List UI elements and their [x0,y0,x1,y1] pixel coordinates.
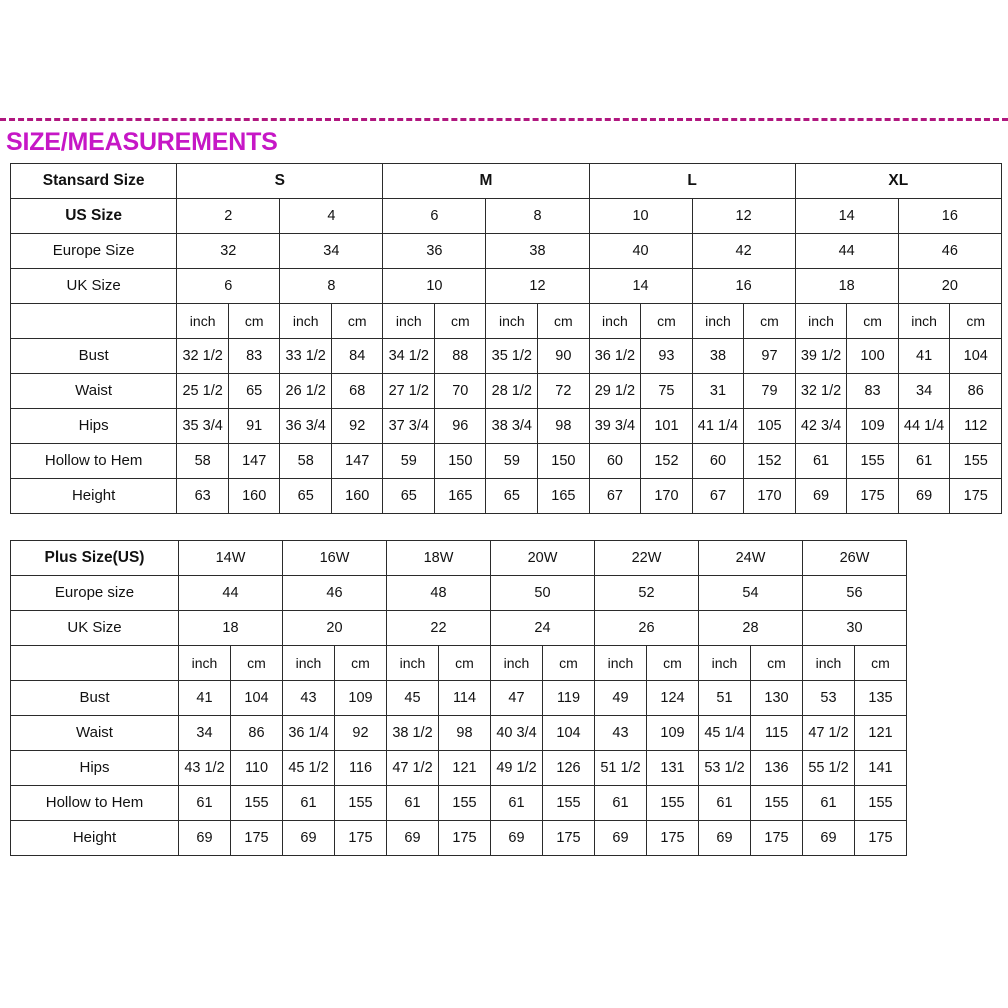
size-cell: 20 [898,268,1001,303]
row-header-cell: Waist [11,715,179,750]
group-header-cell: XL [795,163,1001,198]
size-cell: 10 [383,268,486,303]
measurement-cell: 175 [231,820,283,855]
measurement-cell: 43 [283,680,335,715]
measurement-cell: 61 [179,785,231,820]
measurement-cell: 75 [641,373,692,408]
table-row [11,443,1002,478]
measurement-cell: 61 [491,785,543,820]
measurement-cell: 68 [332,373,383,408]
measurement-cell: 45 1/4 [699,715,751,750]
unit-cell: inch [179,645,231,680]
measurement-cell: 84 [332,338,383,373]
measurement-cell: 36 3/4 [280,408,332,443]
measurement-cell: 105 [744,408,795,443]
table-spacer [0,514,1008,540]
row-header-cell: UK Size [11,268,177,303]
size-cell: 14 [589,268,692,303]
measurement-cell: 27 1/2 [383,373,435,408]
measurement-cell: 124 [647,680,699,715]
measurement-cell: 36 1/4 [283,715,335,750]
measurement-cell: 155 [950,443,1002,478]
row-header-cell [11,645,179,680]
measurement-cell: 39 3/4 [589,408,641,443]
measurement-cell: 121 [855,715,907,750]
measurement-cell: 65 [229,373,280,408]
unit-cell: inch [177,303,229,338]
size-cell: 18 [795,268,898,303]
measurement-cell: 65 [280,478,332,513]
page-title: SIZE/MEASUREMENTS [6,128,278,156]
measurement-cell: 147 [332,443,383,478]
row-header-cell: Plus Size(US) [11,540,179,575]
table-row [11,373,1002,408]
measurement-cell: 109 [335,680,387,715]
measurement-cell: 59 [383,443,435,478]
measurement-cell: 175 [751,820,803,855]
size-cell: 48 [387,575,491,610]
measurement-cell: 41 1/4 [692,408,744,443]
size-cell: 44 [795,233,898,268]
measurement-cell: 175 [335,820,387,855]
measurement-cell: 43 1/2 [179,750,231,785]
unit-cell: inch [795,303,847,338]
measurement-cell: 175 [543,820,595,855]
measurement-cell: 88 [435,338,486,373]
size-cell: 28 [699,610,803,645]
row-header-cell: Bust [11,338,177,373]
plus-size-cell: 24W [699,540,803,575]
row-header-cell: Stansard Size [11,163,177,198]
measurement-cell: 34 1/2 [383,338,435,373]
measurement-cell: 61 [283,785,335,820]
measurement-cell: 135 [855,680,907,715]
measurement-cell: 109 [847,408,898,443]
measurement-cell: 150 [538,443,589,478]
group-header-cell: S [177,163,383,198]
row-header-cell: Bust [11,680,179,715]
measurement-cell: 36 1/2 [589,338,641,373]
measurement-cell: 100 [847,338,898,373]
unit-cell: cm [335,645,387,680]
measurement-cell: 42 3/4 [795,408,847,443]
measurement-cell: 53 [803,680,855,715]
plus-table-wrapper [0,540,1008,856]
row-header-cell: Height [11,820,179,855]
standard-table-body [11,163,1002,513]
measurement-cell: 104 [543,715,595,750]
measurement-cell: 83 [847,373,898,408]
measurement-cell: 61 [795,443,847,478]
measurement-cell: 69 [283,820,335,855]
unit-cell: cm [855,645,907,680]
unit-cell: inch [589,303,641,338]
measurement-cell: 98 [538,408,589,443]
size-cell: 50 [491,575,595,610]
size-cell: 38 [486,233,589,268]
measurement-cell: 155 [751,785,803,820]
size-cell: 6 [383,198,486,233]
unit-cell: inch [692,303,744,338]
size-cell: 26 [595,610,699,645]
measurement-cell: 175 [950,478,1002,513]
measurement-cell: 60 [692,443,744,478]
size-cell: 52 [595,575,699,610]
measurement-cell: 40 3/4 [491,715,543,750]
measurement-cell: 31 [692,373,744,408]
table-row [11,233,1002,268]
measurement-cell: 47 1/2 [803,715,855,750]
measurement-cell: 136 [751,750,803,785]
measurement-cell: 25 1/2 [177,373,229,408]
measurement-cell: 63 [177,478,229,513]
measurement-cell: 101 [641,408,692,443]
unit-cell: cm [950,303,1002,338]
measurement-cell: 29 1/2 [589,373,641,408]
measurement-cell: 45 [387,680,439,715]
size-cell: 4 [280,198,383,233]
measurement-cell: 141 [855,750,907,785]
size-cell: 6 [177,268,280,303]
measurement-cell: 130 [751,680,803,715]
row-header-cell: Hips [11,750,179,785]
measurement-cell: 41 [898,338,950,373]
measurement-cell: 45 1/2 [283,750,335,785]
measurement-cell: 160 [332,478,383,513]
measurement-cell: 65 [486,478,538,513]
unit-cell: inch [803,645,855,680]
table-row [11,750,907,785]
measurement-cell: 60 [589,443,641,478]
size-cell: 36 [383,233,486,268]
measurement-cell: 83 [229,338,280,373]
row-header-cell: Europe Size [11,233,177,268]
plus-size-table [10,540,907,856]
measurement-cell: 34 [898,373,950,408]
table-row [11,575,907,610]
size-cell: 18 [179,610,283,645]
measurement-cell: 65 [383,478,435,513]
standard-table-wrapper [0,163,1008,514]
measurement-cell: 53 1/2 [699,750,751,785]
measurement-cell: 69 [387,820,439,855]
unit-cell: inch [595,645,647,680]
measurement-cell: 152 [744,443,795,478]
measurement-cell: 67 [589,478,641,513]
measurement-cell: 67 [692,478,744,513]
measurement-cell: 86 [950,373,1002,408]
measurement-cell: 92 [335,715,387,750]
row-header-cell [11,303,177,338]
table-row [11,163,1002,198]
measurement-cell: 47 [491,680,543,715]
measurement-cell: 34 [179,715,231,750]
size-cell: 16 [692,268,795,303]
measurement-cell: 43 [595,715,647,750]
row-header-cell: US Size [11,198,177,233]
measurement-cell: 104 [231,680,283,715]
measurement-cell: 61 [387,785,439,820]
measurement-cell: 61 [595,785,647,820]
measurement-cell: 116 [335,750,387,785]
plus-size-cell: 22W [595,540,699,575]
measurement-cell: 155 [847,443,898,478]
measurement-cell: 41 [179,680,231,715]
measurement-cell: 150 [435,443,486,478]
unit-cell: cm [439,645,491,680]
unit-cell: inch [486,303,538,338]
size-cell: 12 [692,198,795,233]
measurement-cell: 175 [647,820,699,855]
table-row [11,820,907,855]
size-cell: 24 [491,610,595,645]
measurement-cell: 37 3/4 [383,408,435,443]
table-row [11,478,1002,513]
measurement-cell: 115 [751,715,803,750]
plus-size-cell: 20W [491,540,595,575]
measurement-cell: 70 [435,373,486,408]
size-cell: 46 [898,233,1001,268]
measurement-cell: 69 [795,478,847,513]
measurement-cell: 175 [847,478,898,513]
measurement-cell: 91 [229,408,280,443]
table-row [11,645,907,680]
measurement-cell: 155 [855,785,907,820]
measurement-cell: 49 1/2 [491,750,543,785]
table-row [11,785,907,820]
size-cell: 12 [486,268,589,303]
measurement-cell: 155 [439,785,491,820]
unit-cell: inch [491,645,543,680]
row-header-cell: Europe size [11,575,179,610]
measurement-cell: 49 [595,680,647,715]
measurement-cell: 98 [439,715,491,750]
unit-cell: inch [280,303,332,338]
row-header-cell: Hips [11,408,177,443]
measurement-cell: 155 [647,785,699,820]
measurement-cell: 90 [538,338,589,373]
standard-size-table [10,163,1002,514]
measurement-cell: 69 [595,820,647,855]
table-row [11,680,907,715]
measurement-cell: 121 [439,750,491,785]
unit-cell: cm [231,645,283,680]
table-row [11,715,907,750]
measurement-cell: 55 1/2 [803,750,855,785]
measurement-cell: 38 1/2 [387,715,439,750]
measurement-cell: 51 1/2 [595,750,647,785]
measurement-cell: 69 [803,820,855,855]
measurement-cell: 165 [538,478,589,513]
plus-table-body [11,540,907,855]
unit-cell: inch [699,645,751,680]
size-cell: 22 [387,610,491,645]
table-row [11,408,1002,443]
unit-cell: cm [229,303,280,338]
group-header-cell: M [383,163,589,198]
size-cell: 20 [283,610,387,645]
measurement-cell: 155 [335,785,387,820]
measurement-cell: 119 [543,680,595,715]
measurement-cell: 33 1/2 [280,338,332,373]
measurement-cell: 160 [229,478,280,513]
measurement-cell: 69 [898,478,950,513]
measurement-cell: 51 [699,680,751,715]
plus-size-cell: 18W [387,540,491,575]
size-cell: 42 [692,233,795,268]
measurement-cell: 170 [641,478,692,513]
size-cell: 2 [177,198,280,233]
unit-cell: cm [543,645,595,680]
measurement-cell: 61 [898,443,950,478]
measurement-cell: 44 1/4 [898,408,950,443]
plus-size-cell: 14W [179,540,283,575]
measurement-cell: 92 [332,408,383,443]
measurement-cell: 109 [647,715,699,750]
size-cell: 8 [280,268,383,303]
measurement-cell: 38 3/4 [486,408,538,443]
measurement-cell: 104 [950,338,1002,373]
measurement-cell: 72 [538,373,589,408]
unit-cell: inch [387,645,439,680]
measurement-cell: 69 [179,820,231,855]
plus-size-cell: 16W [283,540,387,575]
table-row [11,610,907,645]
row-header-cell: Hollow to Hem [11,443,177,478]
table-row [11,268,1002,303]
measurement-cell: 26 1/2 [280,373,332,408]
measurement-cell: 32 1/2 [177,338,229,373]
unit-cell: inch [383,303,435,338]
size-cell: 34 [280,233,383,268]
size-cell: 30 [803,610,907,645]
measurement-cell: 114 [439,680,491,715]
measurement-cell: 147 [229,443,280,478]
size-cell: 8 [486,198,589,233]
row-header-cell: Height [11,478,177,513]
measurement-cell: 58 [280,443,332,478]
unit-cell: cm [538,303,589,338]
size-cell: 46 [283,575,387,610]
measurement-cell: 126 [543,750,595,785]
size-cell: 56 [803,575,907,610]
measurement-cell: 58 [177,443,229,478]
size-cell: 32 [177,233,280,268]
measurement-cell: 96 [435,408,486,443]
table-row [11,303,1002,338]
measurement-cell: 61 [699,785,751,820]
measurement-cell: 38 [692,338,744,373]
measurement-cell: 175 [439,820,491,855]
unit-cell: cm [847,303,898,338]
measurement-cell: 35 3/4 [177,408,229,443]
measurement-cell: 131 [647,750,699,785]
measurement-cell: 59 [486,443,538,478]
size-cell: 44 [179,575,283,610]
unit-cell: cm [751,645,803,680]
measurement-cell: 32 1/2 [795,373,847,408]
top-whitespace [0,0,1008,118]
unit-cell: cm [641,303,692,338]
size-cell: 16 [898,198,1001,233]
measurement-cell: 86 [231,715,283,750]
unit-cell: inch [898,303,950,338]
measurement-cell: 97 [744,338,795,373]
unit-cell: inch [283,645,335,680]
unit-cell: cm [647,645,699,680]
measurement-cell: 155 [543,785,595,820]
row-header-cell: UK Size [11,610,179,645]
table-row [11,198,1002,233]
measurement-cell: 69 [699,820,751,855]
plus-size-cell: 26W [803,540,907,575]
row-header-cell: Hollow to Hem [11,785,179,820]
measurement-cell: 47 1/2 [387,750,439,785]
measurement-cell: 69 [491,820,543,855]
table-row [11,540,907,575]
size-cell: 14 [795,198,898,233]
row-header-cell: Waist [11,373,177,408]
size-cell: 10 [589,198,692,233]
unit-cell: cm [744,303,795,338]
measurement-cell: 79 [744,373,795,408]
measurement-cell: 152 [641,443,692,478]
measurement-cell: 112 [950,408,1002,443]
measurement-cell: 93 [641,338,692,373]
measurement-cell: 39 1/2 [795,338,847,373]
unit-cell: cm [435,303,486,338]
measurement-cell: 165 [435,478,486,513]
size-cell: 54 [699,575,803,610]
unit-cell: cm [332,303,383,338]
table-row [11,338,1002,373]
group-header-cell: L [589,163,795,198]
measurement-cell: 61 [803,785,855,820]
measurement-cell: 175 [855,820,907,855]
size-cell: 40 [589,233,692,268]
measurement-cell: 35 1/2 [486,338,538,373]
measurement-cell: 110 [231,750,283,785]
measurement-cell: 155 [231,785,283,820]
measurement-cell: 28 1/2 [486,373,538,408]
measurement-cell: 170 [744,478,795,513]
